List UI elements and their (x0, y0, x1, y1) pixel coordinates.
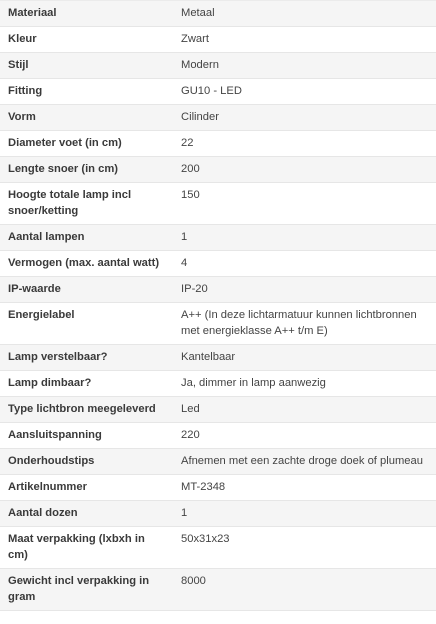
spec-label: Diameter voet (in cm) (8, 137, 122, 149)
spec-row-gewicht-verpakking (0, 569, 436, 611)
spec-label: Aantal dozen (8, 507, 78, 519)
spec-label: Maat verpakking (lxbxh in cm) (8, 533, 145, 561)
spec-value: 50x31x23 (181, 533, 230, 545)
spec-row-maat-verpakking (0, 527, 436, 569)
spec-row-energielabel (0, 303, 436, 345)
spec-label: Stijl (8, 59, 29, 71)
spec-value: A++ (In deze lichtarmatuur kunnen lichtbronnen met energieklasse A++ t/m E) (181, 309, 417, 337)
spec-value: 4 (181, 257, 188, 269)
spec-label: Materiaal (8, 7, 57, 19)
spec-label: Lamp dimbaar? (8, 377, 92, 389)
spec-row-hoogte-totale-lamp (0, 183, 436, 225)
spec-row-vermogen (0, 251, 436, 277)
specifications-body (0, 1, 436, 611)
spec-value: 200 (181, 163, 200, 175)
spec-row-materiaal (0, 1, 436, 27)
spec-row-vorm (0, 105, 436, 131)
spec-row-lamp-verstelbaar (0, 345, 436, 371)
spec-value: 8000 (181, 575, 206, 587)
spec-value: Zwart (181, 33, 209, 45)
spec-value: Afnemen met een zachte droge doek of plumeau (181, 455, 423, 467)
spec-label: Lamp verstelbaar? (8, 351, 108, 363)
spec-row-diameter-voet (0, 131, 436, 157)
spec-label: Aansluitspanning (8, 429, 102, 441)
spec-label: Kleur (8, 33, 37, 45)
spec-label: Onderhoudstips (8, 455, 95, 467)
spec-row-aansluitspanning (0, 423, 436, 449)
spec-value: Modern (181, 59, 219, 71)
spec-value: MT-2348 (181, 481, 226, 493)
spec-row-type-lichtbron (0, 397, 436, 423)
spec-row-artikelnummer (0, 475, 436, 501)
spec-label: Energielabel (8, 309, 75, 321)
spec-label: Vermogen (max. aantal watt) (8, 257, 160, 269)
spec-value: IP-20 (181, 283, 208, 295)
spec-row-fitting (0, 79, 436, 105)
spec-label: Gewicht incl verpakking in gram (8, 575, 150, 603)
spec-value: GU10 - LED (181, 85, 242, 97)
spec-row-aantal-dozen (0, 501, 436, 527)
spec-value: Metaal (181, 7, 215, 19)
spec-row-onderhoudstips (0, 449, 436, 475)
spec-value: Cilinder (181, 111, 219, 123)
spec-label: IP-waarde (8, 283, 61, 295)
spec-value: Ja, dimmer in lamp aanwezig (181, 377, 326, 389)
spec-label: Fitting (8, 85, 43, 97)
spec-value: 1 (181, 507, 188, 519)
spec-value: Kantelbaar (181, 351, 236, 363)
spec-label: Aantal lampen (8, 231, 85, 243)
spec-value: Led (181, 403, 200, 415)
spec-label: Vorm (8, 111, 36, 123)
spec-value: 220 (181, 429, 200, 441)
spec-row-aantal-lampen (0, 225, 436, 251)
spec-label: Artikelnummer (8, 481, 87, 493)
spec-label: Type lichtbron meegeleverd (8, 403, 156, 415)
spec-value: 22 (181, 137, 194, 149)
spec-label: Hoogte totale lamp incl snoer/ketting (8, 189, 132, 217)
spec-row-stijl (0, 53, 436, 79)
spec-row-kleur (0, 27, 436, 53)
spec-label: Lengte snoer (in cm) (8, 163, 119, 175)
spec-value: 1 (181, 231, 188, 243)
spec-row-lengte-snoer (0, 157, 436, 183)
spec-value: 150 (181, 189, 200, 201)
spec-row-lamp-dimbaar (0, 371, 436, 397)
spec-row-ip-waarde (0, 277, 436, 303)
